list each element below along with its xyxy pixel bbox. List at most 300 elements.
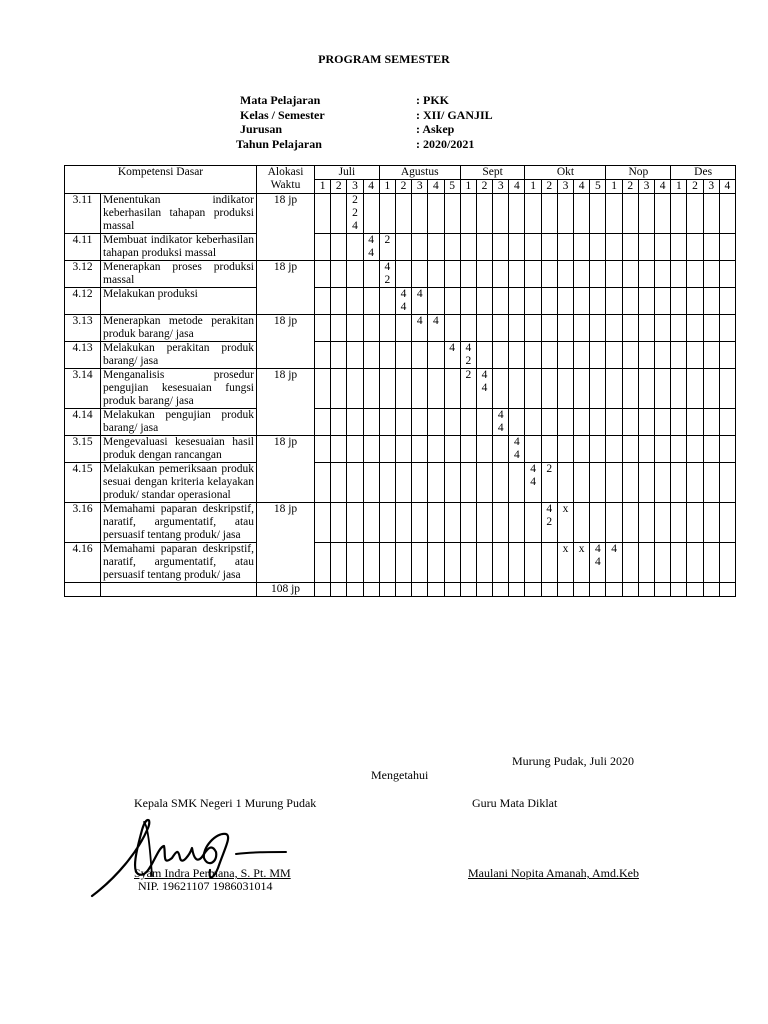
week-cell: 4 4 [590,543,606,583]
week-cell [525,369,541,409]
header-week: 5 [444,180,460,194]
header-month: Des [671,166,736,180]
week-cell [525,194,541,234]
week-cell [331,342,347,369]
week-cell [363,543,379,583]
week-cell: 4 2 [541,503,557,543]
week-cell [671,583,687,597]
week-cell [655,234,671,261]
week-cell [606,261,622,288]
week-cell [331,369,347,409]
week-cell [509,369,525,409]
week-cell [395,436,411,463]
table-row [65,342,736,369]
week-cell [347,261,363,288]
week-cell [719,342,735,369]
teacher-title: Guru Mata Diklat [472,796,558,810]
kd-number: 3.15 [65,436,101,463]
table-row [65,409,736,436]
week-cell [395,409,411,436]
page-title: PROGRAM SEMESTER [318,52,450,66]
week-cell [557,436,573,463]
week-cell [525,261,541,288]
week-cell [622,234,638,261]
week-cell [395,342,411,369]
week-cell [638,503,654,543]
headmaster-nip: NIP. 19621107 1986031014 [138,879,273,893]
kd-number: 4.16 [65,543,101,583]
header-month: Juli [315,166,380,180]
header-week: 4 [655,180,671,194]
week-cell [638,409,654,436]
week-cell [476,463,492,503]
week-cell [395,583,411,597]
week-cell [460,315,476,342]
week-cell [315,288,331,315]
week-cell [444,261,460,288]
week-cell [638,342,654,369]
week-cell [331,194,347,234]
week-cell [541,369,557,409]
table-row [65,288,736,315]
week-cell [687,288,703,315]
header-week: 2 [476,180,492,194]
week-cell: 4 [444,342,460,369]
week-cell [493,315,509,342]
subject-info [236,93,493,151]
week-cell [638,234,654,261]
kd-description: Memahami paparan deskripstif, naratif, argumentatif, atau persuasif tentang produk/ jasa [101,543,257,583]
week-cell [557,315,573,342]
week-cell [363,194,379,234]
week-cell [671,288,687,315]
kd-description: Melakukan pengujian produk barang/ jasa [101,409,257,436]
week-cell [509,315,525,342]
week-cell [606,342,622,369]
week-cell [347,436,363,463]
header-week: 1 [460,180,476,194]
kd-description: Menerapkan proses produksi massal [101,261,257,288]
week-cell [444,583,460,597]
week-cell [412,194,428,234]
week-cell [493,436,509,463]
week-cell [331,234,347,261]
week-cell [541,288,557,315]
week-cell [719,288,735,315]
week-cell [719,234,735,261]
week-cell [379,315,395,342]
kd-description: Memahami paparan deskripstif, naratif, argumentatif, atau persuasif tentang produk/ jasa [101,503,257,543]
header-week: 5 [590,180,606,194]
week-cell [460,194,476,234]
header-month: Agustus [379,166,460,180]
week-cell [428,543,444,583]
week-cell [347,369,363,409]
week-cell [509,194,525,234]
week-cell [412,234,428,261]
header-month: Nop [606,166,671,180]
week-cell [622,409,638,436]
header-week: 4 [509,180,525,194]
week-cell [509,583,525,597]
week-cell [347,503,363,543]
week-cell [590,369,606,409]
week-cell [719,543,735,583]
week-cell [719,463,735,503]
week-cell [655,583,671,597]
total-empty [65,583,101,597]
week-cell [395,543,411,583]
week-cell [703,503,719,543]
week-cell [703,342,719,369]
week-cell [671,436,687,463]
week-cell: x [557,503,573,543]
table-row [65,261,736,288]
table-row [65,543,736,583]
week-cell [703,583,719,597]
week-cell [525,409,541,436]
week-cell [460,463,476,503]
week-cell [331,261,347,288]
header-week: 4 [363,180,379,194]
week-cell [703,315,719,342]
week-cell [347,288,363,315]
meta-label: Tahun Pelajaran [236,136,322,151]
week-cell [395,261,411,288]
week-cell [444,409,460,436]
week-cell [444,315,460,342]
week-cell [638,436,654,463]
week-cell [606,409,622,436]
week-cell [687,583,703,597]
week-cell [428,234,444,261]
header-week: 1 [525,180,541,194]
week-cell [476,342,492,369]
week-cell: 2 2 4 [347,194,363,234]
week-cell [671,503,687,543]
header-week: 1 [315,180,331,194]
week-cell: 4 4 [493,409,509,436]
week-cell [493,543,509,583]
week-cell [638,288,654,315]
kd-description: Mengevaluasi kesesuaian hasil produk dengan rancangan [101,436,257,463]
week-cell: 2 [541,463,557,503]
week-cell [379,463,395,503]
week-cell [493,261,509,288]
week-cell [347,234,363,261]
week-cell [331,463,347,503]
week-cell [622,315,638,342]
week-cell [331,543,347,583]
header-week: 2 [541,180,557,194]
week-cell [557,409,573,436]
week-cell [719,436,735,463]
week-cell [541,583,557,597]
week-cell [606,503,622,543]
alokasi-waktu: 18 jp [257,194,315,261]
week-cell [476,583,492,597]
week-cell [655,369,671,409]
week-cell [315,342,331,369]
week-cell [363,463,379,503]
total-empty [101,583,257,597]
week-cell [363,503,379,543]
week-cell [590,288,606,315]
alokasi-waktu: 18 jp [257,261,315,315]
header-month: Sept [460,166,525,180]
week-cell [655,194,671,234]
header-week: 3 [703,180,719,194]
week-cell [638,543,654,583]
week-cell [687,409,703,436]
week-cell [703,369,719,409]
header-week: 1 [606,180,622,194]
week-cell [622,194,638,234]
week-cell [719,261,735,288]
week-cell [476,409,492,436]
program-semester-table [64,165,736,597]
week-cell [460,436,476,463]
week-cell [557,369,573,409]
week-cell [574,409,590,436]
week-cell [315,194,331,234]
week-cell [315,583,331,597]
week-cell [703,436,719,463]
week-cell [687,194,703,234]
week-cell [315,261,331,288]
week-cell [719,194,735,234]
week-cell [379,288,395,315]
week-cell [363,583,379,597]
header-week: 2 [622,180,638,194]
week-cell [412,369,428,409]
week-cell: 2 [460,369,476,409]
week-cell [687,342,703,369]
header-week: 2 [687,180,703,194]
week-cell [590,463,606,503]
kd-number: 4.13 [65,342,101,369]
week-cell [509,288,525,315]
week-cell [638,369,654,409]
week-cell [655,315,671,342]
week-cell [525,543,541,583]
week-cell [687,463,703,503]
week-cell [703,463,719,503]
week-cell [590,583,606,597]
week-cell [719,369,735,409]
week-cell [557,261,573,288]
kd-number: 4.12 [65,288,101,315]
week-cell [574,436,590,463]
header-row-months [65,166,736,180]
table-row [65,194,736,234]
week-cell [541,409,557,436]
week-cell [590,261,606,288]
header-week: 4 [574,180,590,194]
week-cell: 4 2 [379,261,395,288]
week-cell [590,194,606,234]
week-cell [395,194,411,234]
week-cell [590,315,606,342]
week-cell [460,288,476,315]
meta-row [236,137,493,152]
week-cell [557,194,573,234]
week-cell [379,194,395,234]
week-cell [315,315,331,342]
week-cell [412,261,428,288]
week-cell [574,194,590,234]
table-row [65,463,736,503]
week-cell [687,234,703,261]
week-cell [444,436,460,463]
week-cell: 4 4 [395,288,411,315]
week-cell [509,543,525,583]
week-cell [509,503,525,543]
week-cell [557,288,573,315]
week-cell [606,463,622,503]
week-cell [460,543,476,583]
week-cell [590,234,606,261]
week-cell [412,436,428,463]
table-row [65,234,736,261]
meta-value: : Askep [416,122,455,136]
week-cell [671,409,687,436]
meta-label: Jurusan [240,122,283,136]
header-week: 3 [347,180,363,194]
alokasi-waktu: 18 jp [257,369,315,436]
mengetahui-label: Mengetahui [371,768,429,782]
header-week: 3 [493,180,509,194]
week-cell [557,583,573,597]
week-cell [541,543,557,583]
week-cell [719,583,735,597]
week-cell [671,234,687,261]
week-cell [655,261,671,288]
week-cell [476,543,492,583]
week-cell [493,288,509,315]
week-cell [395,315,411,342]
week-cell [525,583,541,597]
week-cell: 4 [412,288,428,315]
week-cell [379,409,395,436]
week-cell [493,369,509,409]
week-cell [395,369,411,409]
week-cell [347,409,363,436]
week-cell [703,288,719,315]
week-cell [606,583,622,597]
week-cell [476,503,492,543]
week-cell [363,288,379,315]
header-week: 4 [428,180,444,194]
meta-value: : XII/ GANJIL [416,107,493,122]
week-cell [347,543,363,583]
week-cell [655,463,671,503]
week-cell [655,436,671,463]
week-cell [331,288,347,315]
week-cell [574,315,590,342]
kd-description: Membuat indikator keberhasilan tahapan produksi massal [101,234,257,261]
week-cell [638,194,654,234]
week-cell [363,315,379,342]
week-cell [331,315,347,342]
kd-number: 3.16 [65,503,101,543]
week-cell [687,503,703,543]
week-cell [590,409,606,436]
week-cell [703,409,719,436]
header-week: 3 [412,180,428,194]
week-cell [687,436,703,463]
week-cell [525,288,541,315]
week-cell [687,369,703,409]
kd-description: Menerapkan metode perakitan produk barang/ jasa [101,315,257,342]
week-cell [331,409,347,436]
week-cell [525,342,541,369]
week-cell [379,543,395,583]
week-cell [655,342,671,369]
week-cell [347,583,363,597]
week-cell [655,409,671,436]
week-cell [493,194,509,234]
table-row [65,369,736,409]
week-cell [347,315,363,342]
week-cell [541,234,557,261]
week-cell [428,583,444,597]
week-cell [476,194,492,234]
week-cell [444,288,460,315]
week-cell [363,436,379,463]
week-cell: 4 4 [509,436,525,463]
week-cell: x [557,543,573,583]
meta-row [236,122,493,137]
week-cell: 4 2 [460,342,476,369]
week-cell [379,369,395,409]
week-cell [687,543,703,583]
week-cell [703,261,719,288]
week-cell [703,543,719,583]
total-alokasi: 108 jp [257,583,315,597]
week-cell [671,543,687,583]
week-cell [574,261,590,288]
week-cell [541,342,557,369]
week-cell [606,234,622,261]
week-cell [719,409,735,436]
week-cell [493,342,509,369]
header-week: 2 [395,180,411,194]
week-cell [590,503,606,543]
week-cell [574,583,590,597]
week-cell [509,409,525,436]
meta-label: Mata Pelajaran [240,93,321,107]
kd-number: 3.14 [65,369,101,409]
week-cell [412,503,428,543]
week-cell [525,436,541,463]
week-cell [638,261,654,288]
total-row [65,583,736,597]
headmaster-title: Kepala SMK Negeri 1 Murung Pudak [134,796,317,810]
kd-number: 4.15 [65,463,101,503]
meta-row [236,108,493,123]
week-cell [476,234,492,261]
table-row [65,503,736,543]
week-cell [606,369,622,409]
week-cell [460,583,476,597]
week-cell [622,369,638,409]
meta-value: : 2020/2021 [416,136,475,151]
kd-description: Melakukan produksi [101,288,257,315]
week-cell [428,463,444,503]
week-cell [315,463,331,503]
kd-number: 4.14 [65,409,101,436]
